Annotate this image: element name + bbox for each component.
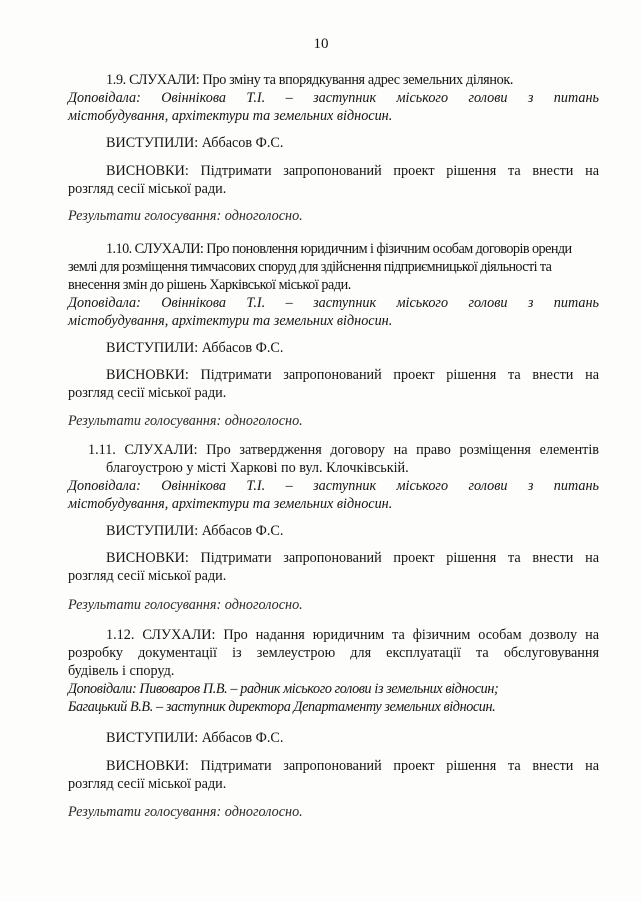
vote-result: Результати голосування: одноголосно. [68, 413, 303, 429]
reporter-line: Доповідала: Овіннікова Т.І. – заступник міського голови з питань [68, 295, 599, 311]
conclusion-line: ВИСНОВКИ: Підтримати запропонований проект рішення та внести на [106, 550, 599, 566]
heard-line: благоустрою у місті Харкові по вул. Клочківській. [106, 460, 409, 476]
conclusion-line: розгляд сесії міської ради. [68, 568, 227, 584]
page-number: 10 [313, 36, 329, 52]
reporter-line: містобудування, архітектури та земельних відносин. [68, 496, 393, 512]
conclusion-line: ВИСНОВКИ: Підтримати запропонований проект рішення та внести на [106, 758, 599, 774]
vote-result: Результати голосування: одноголосно. [68, 597, 303, 613]
conclusion-line: розгляд сесії міської ради. [68, 385, 227, 401]
spoke-line: ВИСТУПИЛИ: Аббасов Ф.С. [106, 135, 284, 151]
heard-line: 1.12. СЛУХАЛИ: Про надання юридичним та фізичним особам дозволу на [106, 627, 599, 643]
heard-line: 1.11. СЛУХАЛИ: Про затвердження договору на право розміщення елементів [88, 442, 599, 458]
spoke-line: ВИСТУПИЛИ: Аббасов Ф.С. [106, 340, 284, 356]
reporter-line: містобудування, архітектури та земельних відносин. [68, 313, 393, 329]
heard-line: внесення змін до рішень Харківської міської ради. [68, 277, 351, 293]
reporter-line: Доповідали: Пивоваров П.В. – радник міського голови із земельних відносин; [68, 681, 499, 697]
vote-result: Результати голосування: одноголосно. [68, 804, 303, 820]
spoke-line: ВИСТУПИЛИ: Аббасов Ф.С. [106, 730, 284, 746]
heard-line: 1.9. СЛУХАЛИ: Про зміну та впорядкування адрес земельних ділянок. [106, 72, 514, 88]
reporter-line: Доповідала: Овіннікова Т.І. – заступник міського голови з питань [68, 90, 599, 106]
conclusion-line: ВИСНОВКИ: Підтримати запропонований проект рішення та внести на [106, 163, 599, 179]
reporter-line: Багацький В.В. – заступник директора Департаменту земельних відносин. [68, 699, 496, 715]
spoke-line: ВИСТУПИЛИ: Аббасов Ф.С. [106, 523, 284, 539]
conclusion-line: розгляд сесії міської ради. [68, 181, 227, 197]
conclusion-line: розгляд сесії міської ради. [68, 776, 227, 792]
heard-line: розробку документації із землеустрою для експлуатації та обслуговування [68, 645, 599, 661]
reporter-line: містобудування, архітектури та земельних відносин. [68, 108, 393, 124]
conclusion-line: ВИСНОВКИ: Підтримати запропонований проект рішення та внести на [106, 367, 599, 383]
heard-line: землі для розміщення тимчасових споруд для здійснення підприємницької діяльності та [68, 259, 552, 275]
reporter-line: Доповідала: Овіннікова Т.І. – заступник міського голови з питань [68, 478, 599, 494]
heard-line: будівель і споруд. [68, 663, 175, 679]
heard-line: 1.10. СЛУХАЛИ: Про поновлення юридичним і фізичним особам договорів оренди [106, 241, 572, 257]
vote-result: Результати голосування: одноголосно. [68, 208, 303, 224]
